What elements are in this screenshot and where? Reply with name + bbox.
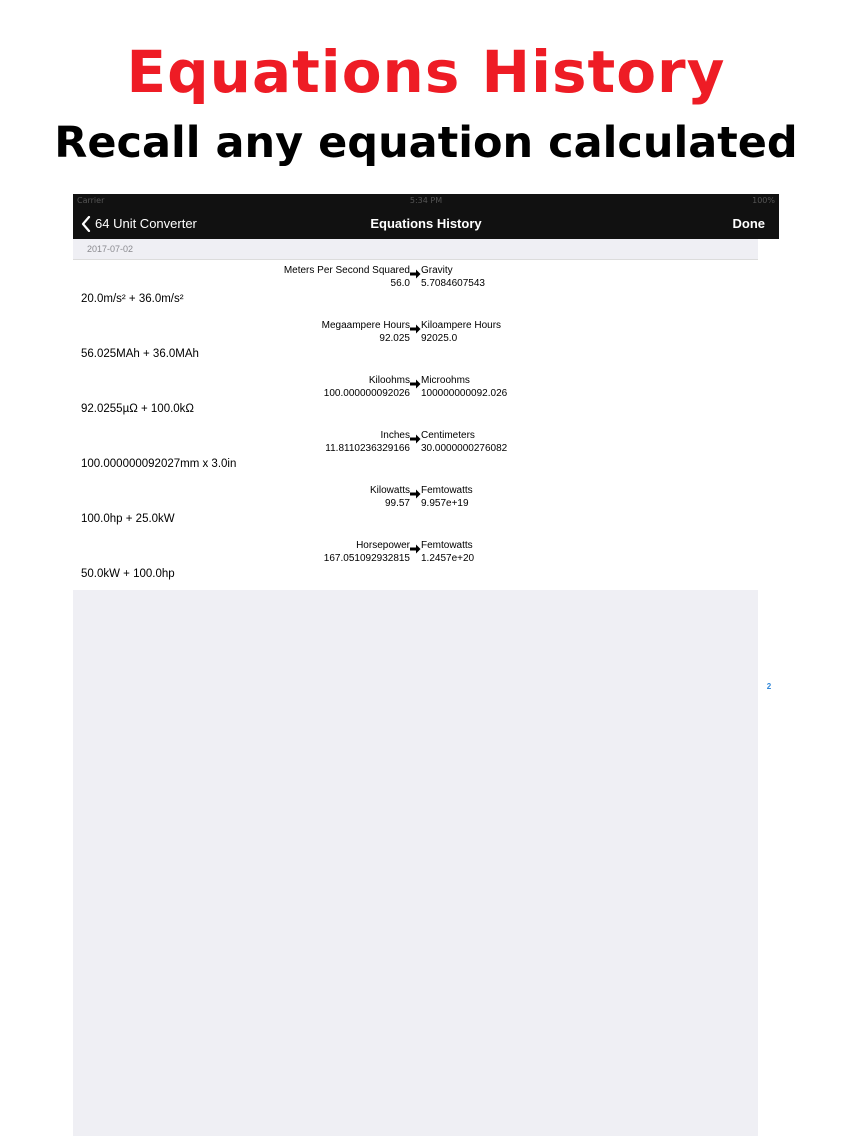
to-value: 5.7084607543 [421, 278, 485, 289]
arrow-right-icon [410, 544, 421, 554]
equation-text: 56.025MAh + 36.0MAh [81, 348, 199, 360]
from-value: 56.0 [390, 278, 410, 289]
navigation-bar [73, 208, 779, 239]
from-unit-label: Kilowatts [369, 485, 410, 496]
done-button[interactable]: Done [732, 216, 765, 231]
arrow-right-icon [410, 489, 421, 499]
carrier-label: Carrier [77, 196, 105, 205]
equation-text: 92.0255µΩ + 100.0kΩ [81, 403, 195, 415]
status-bar [73, 194, 779, 208]
to-unit-label: Microohms [421, 375, 470, 386]
from-unit-label: Horsepower [356, 540, 410, 551]
to-unit-label: Gravity [421, 265, 453, 276]
from-value: 92.025 [379, 333, 410, 344]
to-value: 30.0000000276082 [421, 443, 508, 454]
history-row[interactable] [73, 480, 758, 535]
history-row[interactable] [73, 535, 758, 590]
promo-title: Equations History [126, 38, 726, 106]
history-row[interactable] [73, 315, 758, 370]
arrow-right-icon [410, 379, 421, 389]
arrow-right-icon [410, 324, 421, 334]
from-unit-label: Meters Per Second Squared [283, 265, 410, 276]
to-unit-label: Femtowatts [421, 485, 473, 496]
history-row[interactable] [73, 260, 758, 315]
from-value: 11.8110236329166 [325, 443, 410, 454]
equation-text: 100.0hp + 25.0kW [81, 513, 175, 525]
to-value: 9.957e+19 [421, 498, 469, 509]
to-value: 92025.0 [421, 333, 458, 344]
section-header-date: 2017-07-02 [73, 239, 758, 260]
promo-subtitle: Recall any equation calculated [54, 118, 798, 168]
to-unit-label: Femtowatts [421, 540, 473, 551]
arrow-right-icon [410, 434, 421, 444]
from-value: 167.051092932815 [323, 553, 410, 564]
equation-text: 20.0m/s² + 36.0m/s² [81, 293, 184, 305]
to-value: 100000000092.026 [421, 388, 508, 399]
from-unit-label: Kiloohms [368, 375, 410, 386]
from-unit-label: Megaampere Hours [321, 320, 410, 331]
back-button-label: 64 Unit Converter [95, 216, 197, 231]
device-screen [73, 194, 779, 1136]
nav-title: Equations History [370, 216, 482, 231]
back-button[interactable] [81, 208, 197, 239]
battery-label: 100% [752, 196, 775, 205]
from-value: 100.000000092026 [323, 388, 410, 399]
history-list [73, 260, 758, 590]
history-row[interactable] [73, 370, 758, 425]
from-value: 99.57 [384, 498, 410, 509]
to-value: 1.2457e+20 [421, 553, 475, 564]
to-unit-label: Centimeters [421, 430, 475, 441]
arrow-right-icon [410, 269, 421, 279]
equation-text: 50.0kW + 100.0hp [81, 568, 175, 580]
section-index-item[interactable]: 2 [766, 682, 772, 691]
chevron-left-icon [81, 216, 91, 232]
status-time: 5:34 PM [409, 196, 443, 205]
from-unit-label: Inches [380, 430, 410, 441]
history-row[interactable] [73, 425, 758, 480]
equation-text: 100.000000092027mm x 3.0in [81, 458, 237, 470]
to-unit-label: Kiloampere Hours [421, 320, 502, 331]
